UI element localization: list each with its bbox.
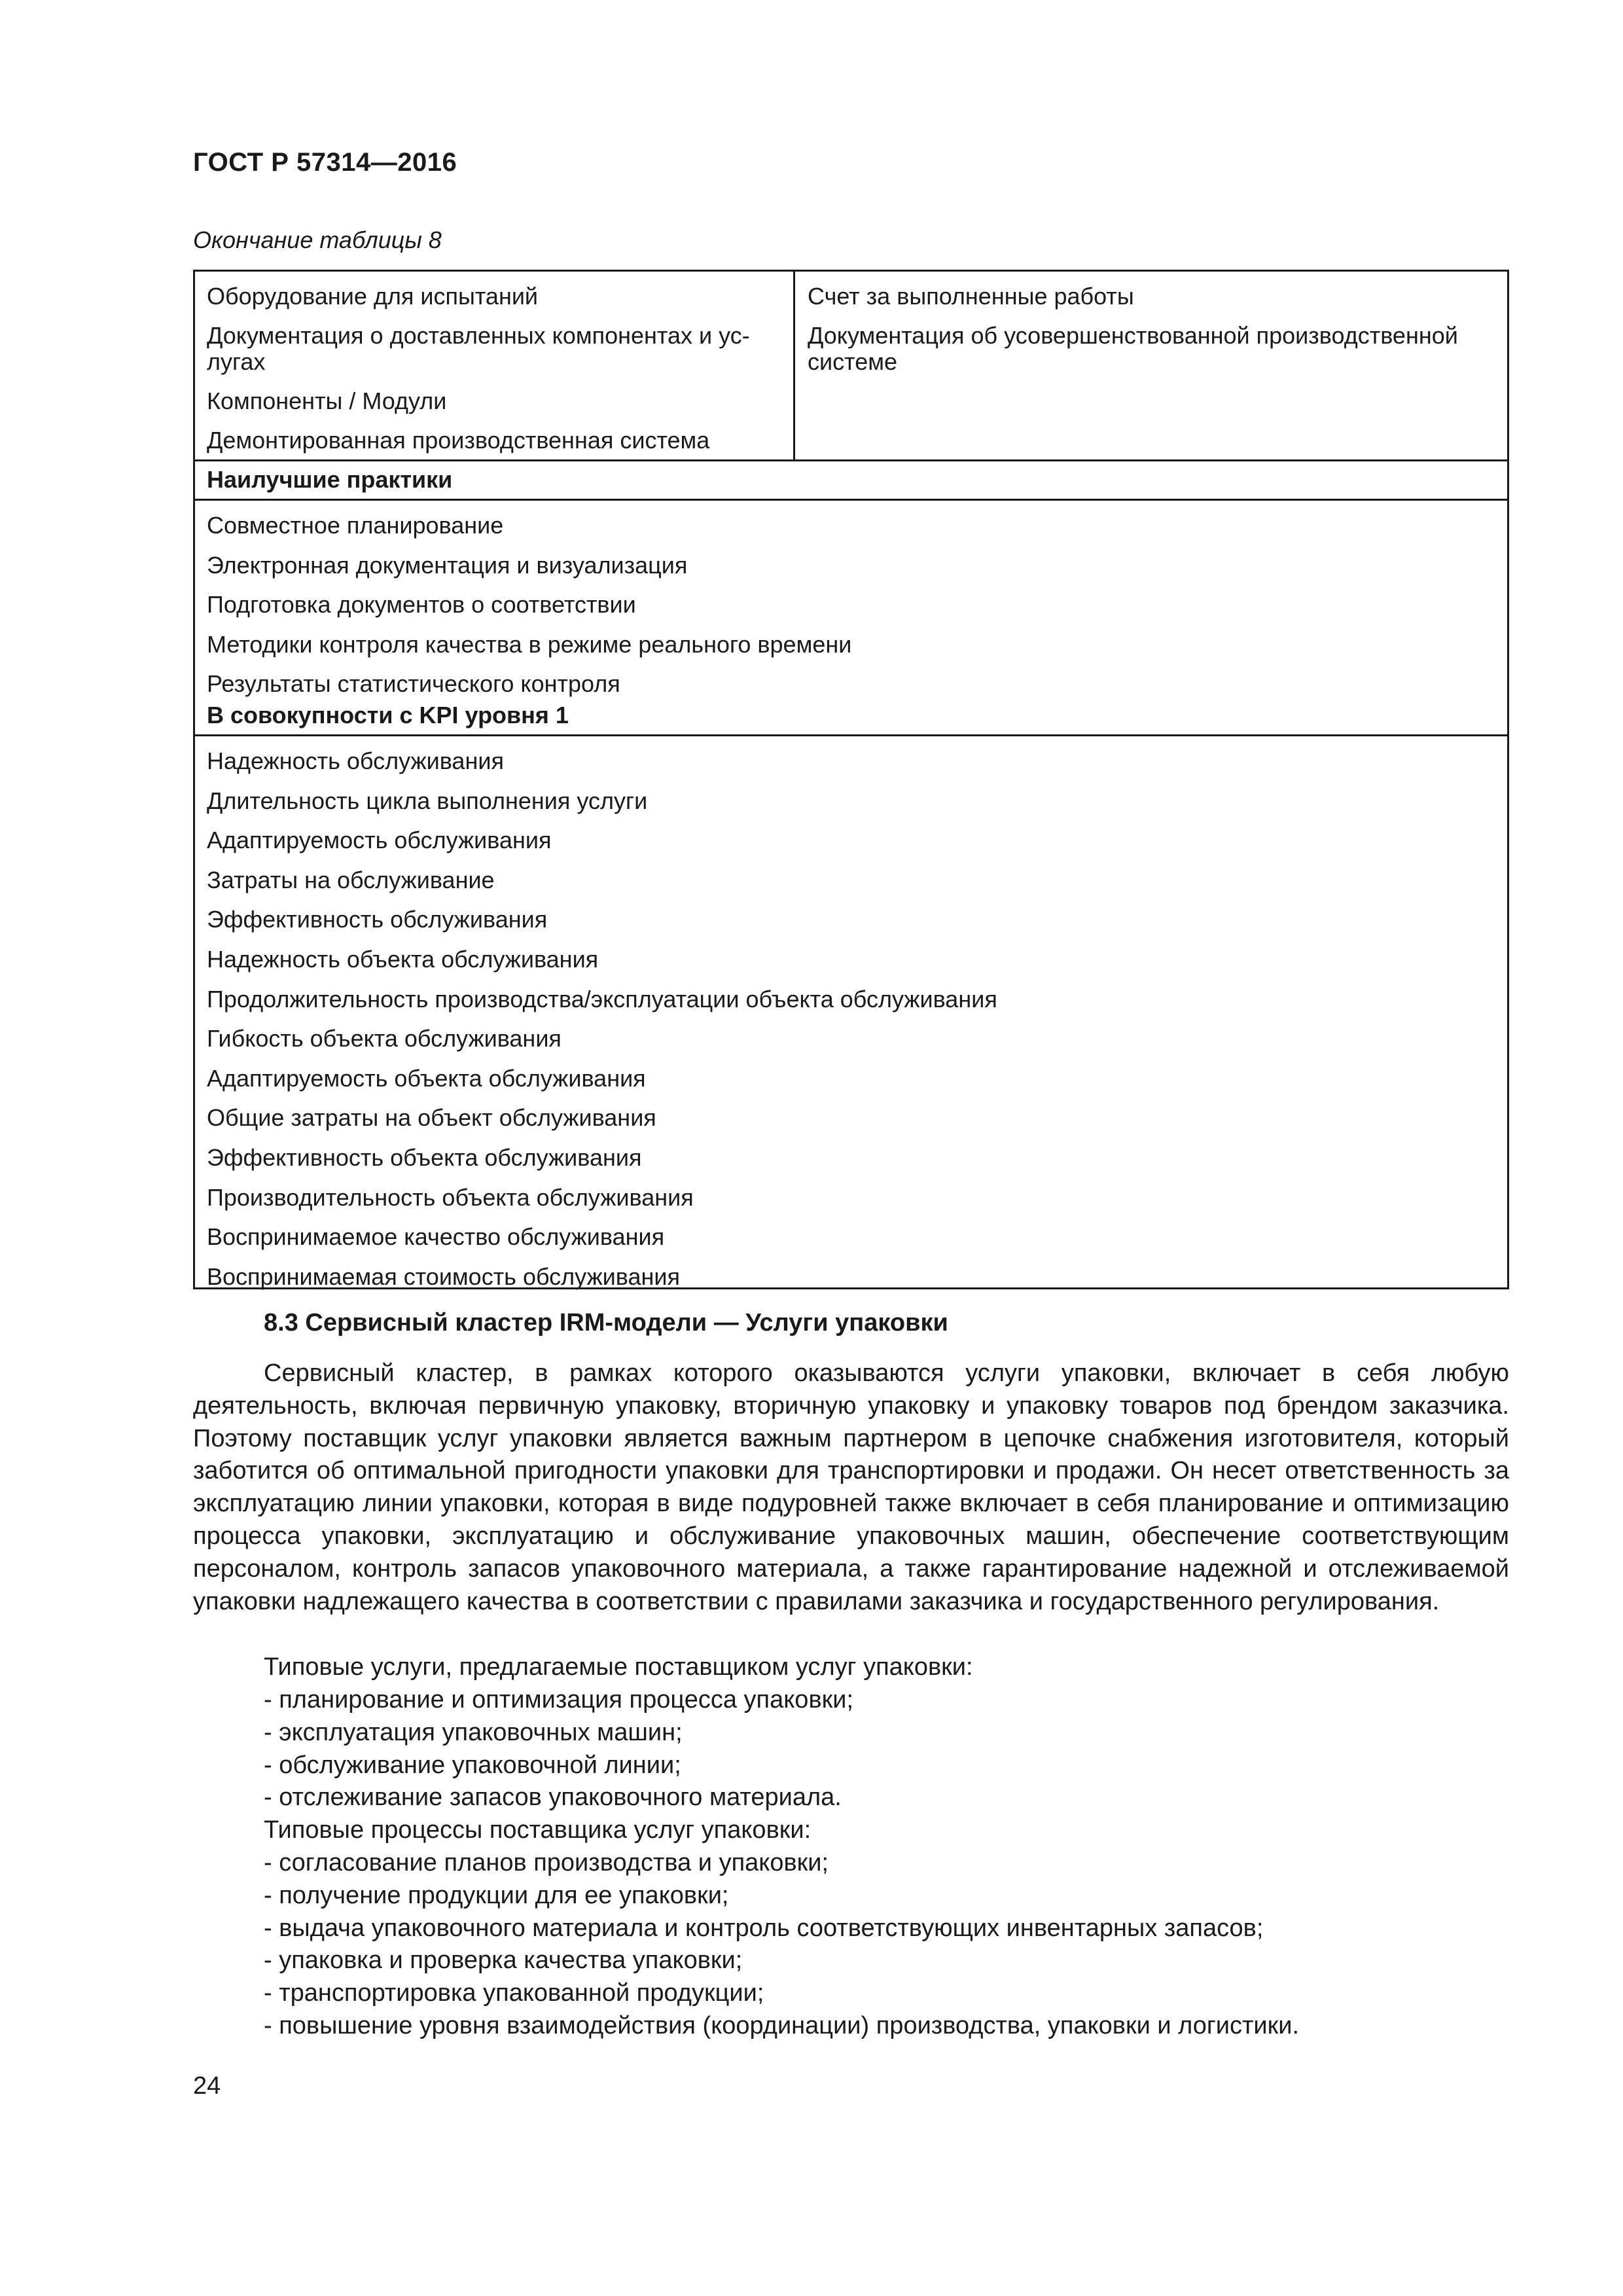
table-row: Производительность объекта обслуживания [207,1183,694,1211]
processes-intro: Типовые процессы поставщика услуг упаковки: [264,1816,812,1844]
table-row: Электронная документация и визуализация [207,551,688,579]
list-item: - планирование и оптимизация процесса упаковки; [264,1686,854,1713]
table-row: Эффективность объекта обслуживания [207,1144,642,1171]
list-item: - отслеживание запасов упаковочного материала. [264,1784,842,1812]
list-item: - выдача упаковочного материала и контроль соответствующих инвентарных запасов; [264,1914,1264,1942]
list-item: - упаковка и проверка качества упаковки; [264,1946,743,1975]
document-header: ГОСТ Р 57314—2016 [193,148,457,177]
best-practices-heading: Наилучшие практики [195,461,1507,501]
table-row: Адаптируемость объекта обслуживания [207,1064,646,1092]
table-cell: Оборудование для испытаний [207,283,539,310]
table-row: Эффективность обслуживания [207,906,548,933]
table-cell: лугах [207,348,266,375]
table-cell: Компоненты / Модули [207,387,447,414]
table-row: Совместное планирование [207,512,504,539]
table-row: Общие затраты на объект обслуживания [207,1104,656,1132]
table-cell: Документация об усовершенствованной производственной [808,322,1458,349]
table-row: Подготовка документов о соответствии [207,591,636,619]
table-row: Надежность объекта обслуживания [207,946,599,973]
table-row: Адаптируемость обслуживания [207,827,552,854]
table-row: Воспринимаемое качество обслуживания [207,1223,665,1251]
column-divider [793,272,795,461]
section-heading: 8.3 Сервисный кластер IRM-модели — Услуги упаковки [264,1309,948,1336]
table-row: Гибкость объекта обслуживания [207,1025,562,1052]
table-row: Продолжительность производства/эксплуатации объекта обслуживания [207,985,997,1013]
table-row: Результаты статистического контроля [207,670,620,698]
body-paragraph: Сервисный кластер, в рамках которого оказываются услуги упаковки, включает в себя любую деятельность, включая первичную упаковку, вторичную упаковку и упаковку товаров под брендом заказчика. Поэтому поставщик услуг упаковки является важным партнером в цепочке снабжения изготовителя, который заботится об оптимальной пригодности упаковки для транспортировки и продажи. Он несет ответственность за эксплуатацию линии упаковки, которая в виде подуровней также включает в себя планирование и оптимизацию процесса упаковки, эксплуатацию и обслуживание упаковочных машин, обеспечение соответствующим персоналом, контроль запасов упаковочного материала, а также гарантирование надежной и отслеживаемой упаковки надлежащего качества в соответствии с правилами заказчика и государственного регулирования. [193,1359,1509,1615]
table-cell: системе [808,348,897,375]
table-top-section [195,272,1507,461]
table-row: Длительность цикла выполнения услуги [207,787,648,814]
list-item: - повышение уровня взаимодействия (координации) производства, упаковки и логистики. [264,2012,1300,2039]
page-number: 24 [193,2072,221,2100]
list-item: - получение продукции для ее упаковки; [264,1881,729,1909]
table-caption: Окончание таблицы 8 [193,226,442,253]
list-item: - эксплуатация упаковочных машин; [264,1718,683,1746]
table-cell: Документация о доставленных компонентах и ус- [207,322,750,349]
table-row: Надежность обслуживания [207,747,504,774]
table-row: Воспринимаемая стоимость обслуживания [207,1263,681,1290]
kpi-heading: В совокупности с KPI уровня 1 [195,697,1507,736]
services-intro: Типовые услуги, предлагаемые поставщиком услуг упаковки: [264,1653,973,1681]
table-row: Методики контроля качества в режиме реального времени [207,630,852,658]
table-cell: Счет за выполненные работы [808,283,1134,310]
table-row: Затраты на обслуживание [207,866,495,893]
list-item: - транспортировка упакованной продукции; [264,1979,764,2007]
table-cell: Демонтированная производственная система [207,427,710,454]
table [193,270,1509,1289]
list-item: - согласование планов производства и упаковки; [264,1849,829,1876]
list-item: - обслуживание упаковочной линии; [264,1751,681,1779]
